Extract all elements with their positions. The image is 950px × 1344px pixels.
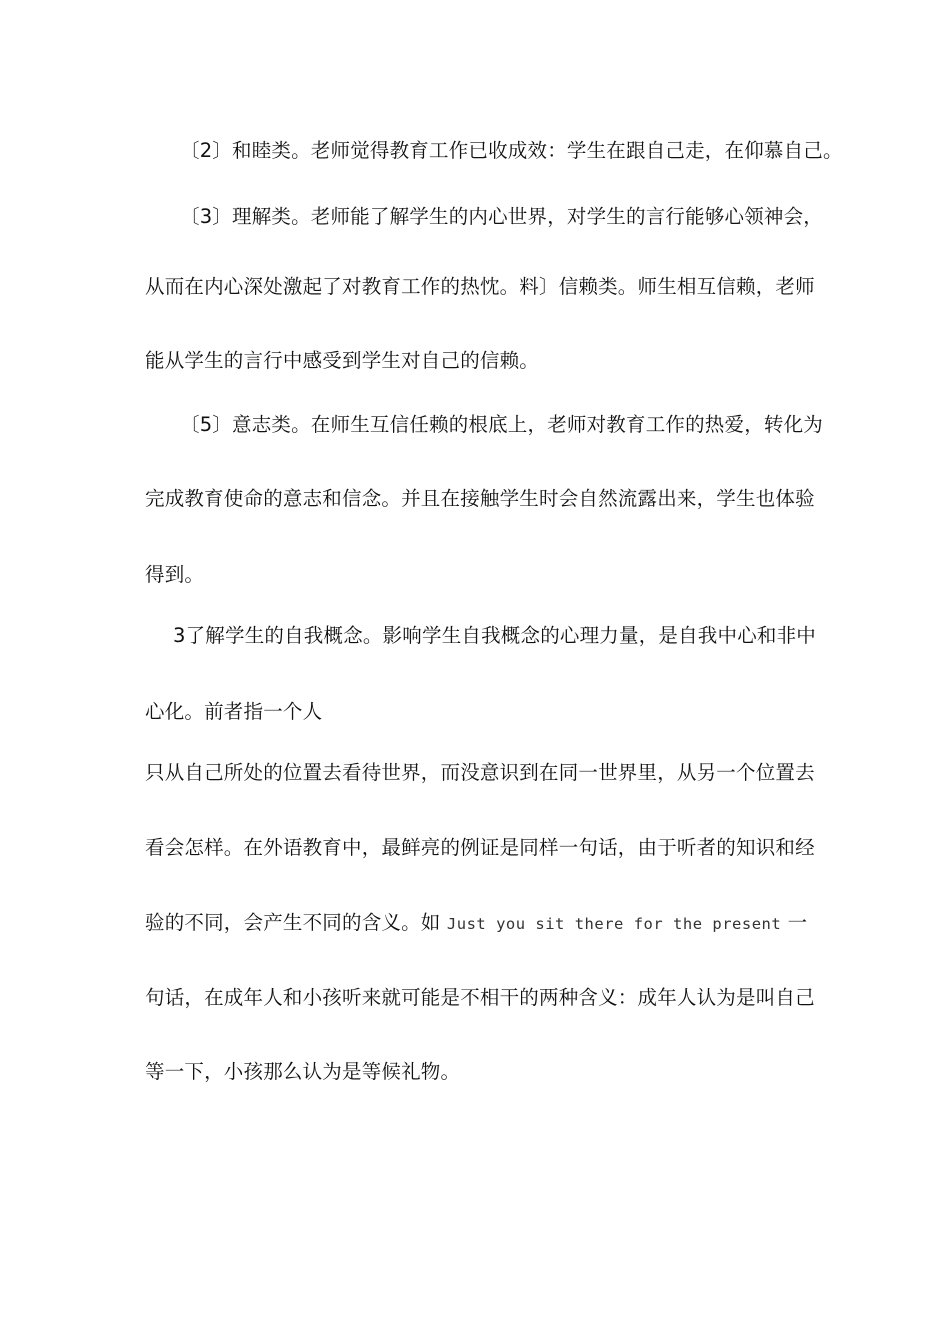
english-example: Just you sit there for the present bbox=[446, 915, 782, 933]
paragraph-line: 得到。 bbox=[145, 563, 205, 586]
paragraph-line: 〔3〕理解类。老师能了解学生的内心世界，对学生的言行能够心领神会， bbox=[180, 205, 824, 228]
paragraph-line: 完成教育使命的意志和信念。并且在接触学生时会自然流露出来，学生也体验 bbox=[145, 487, 815, 510]
paragraph-line: 〔5〕意志类。在师生互信任赖的根底上，老师对教育工作的热爱，转化为 bbox=[180, 413, 824, 436]
paragraph-line: 句话，在成年人和小孩听来就可能是不相干的两种含义：成年人认为是叫自己 bbox=[145, 986, 815, 1009]
paragraph-line: 等一下，小孩那么认为是等候礼物。 bbox=[145, 1060, 461, 1083]
paragraph-line: 只从自己所处的位置去看待世界，而没意识到在同一世界里，从另一个位置去 bbox=[145, 761, 815, 784]
paragraph-line: 〔2〕和睦类。老师觉得教育工作已收成效：学生在跟自己走，在仰慕自己。 bbox=[180, 139, 843, 162]
paragraph-line: 心化。前者指一个人 bbox=[145, 700, 323, 723]
paragraph-line: 能从学生的言行中感受到学生对自己的信赖。 bbox=[145, 349, 540, 372]
paragraph-line-mixed bbox=[145, 909, 807, 938]
paragraph-line: 从而在内心深处激起了对教育工作的热忱。料〕信赖类。师生相互信赖，老师 bbox=[145, 275, 815, 298]
paragraph-line: 3了解学生的自我概念。影响学生自我概念的心理力量，是自我中心和非中 bbox=[173, 624, 817, 647]
paragraph-line: 看会怎样。在外语教育中，最鲜亮的例证是同样一句话，由于听者的知识和经 bbox=[145, 836, 815, 859]
line-text-before: 验的不同，会产生不同的含义。如 bbox=[145, 911, 447, 934]
line-text-after: 一 bbox=[781, 911, 808, 934]
